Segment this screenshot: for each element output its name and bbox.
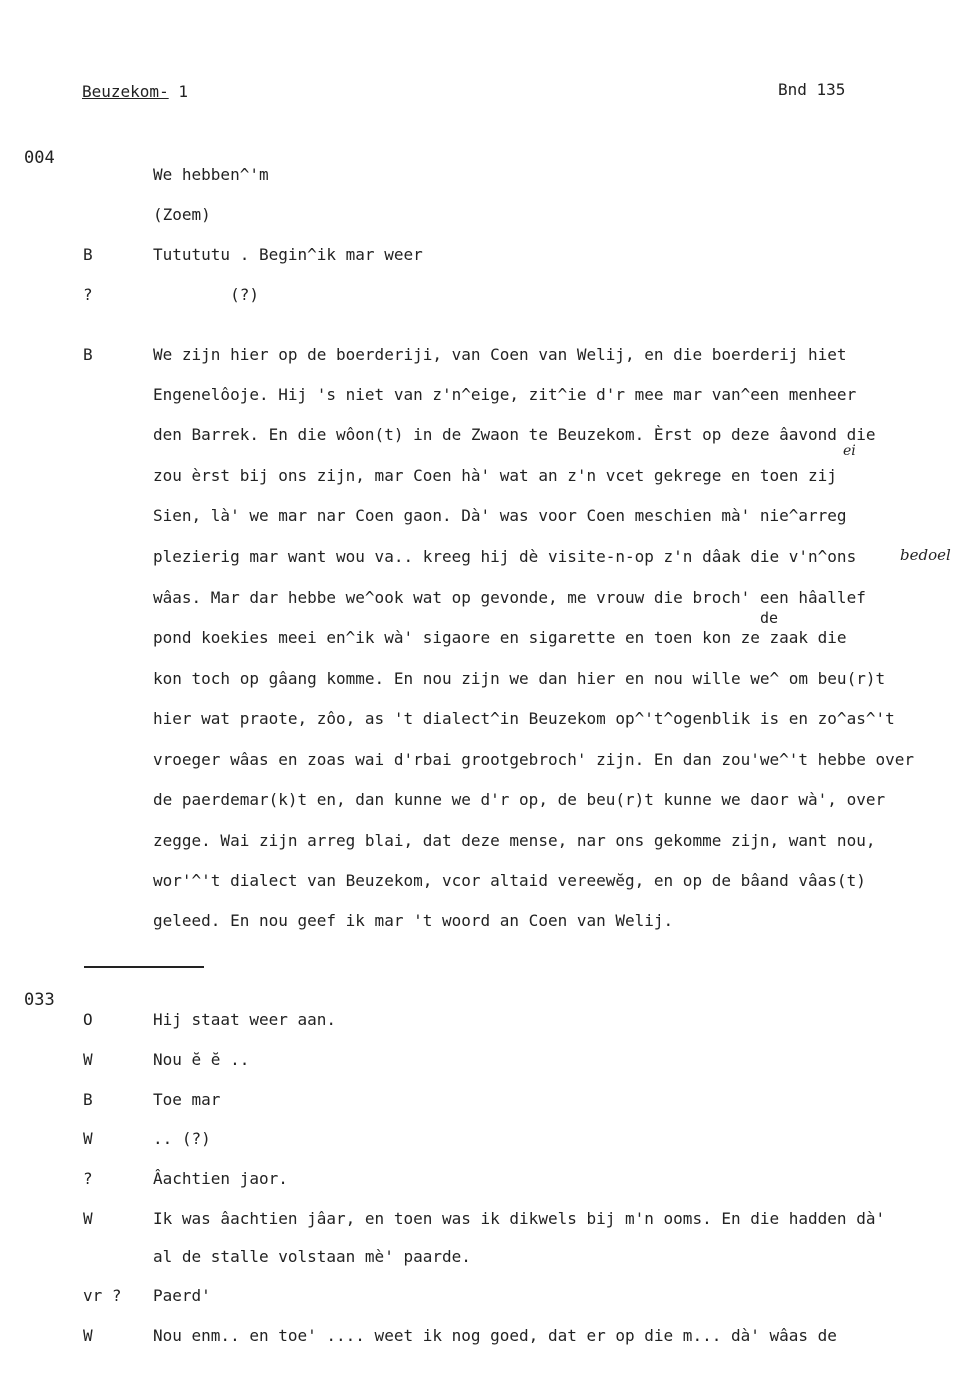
speaker-label: B [83,345,93,364]
transcript-line [0,709,960,733]
transcript-line [0,506,960,530]
header-title: Beuzekom- [82,82,169,101]
transcript-line [0,669,960,693]
section-marker-033: 033 [24,990,55,1010]
section-marker-004: 004 [24,148,55,168]
transcript-line [0,1209,960,1233]
transcript-line [0,1129,960,1153]
transcript-line [0,831,960,855]
section-divider [84,966,204,968]
transcript-line [0,285,960,309]
line-text: Paerd' [153,1286,211,1305]
speaker-label: O [83,1010,93,1029]
transcript-line [0,1247,960,1271]
transcript-line [0,466,960,490]
speaker-label: W [83,1129,93,1148]
line-text: (Zoem) [153,205,211,224]
header-band: Bnd 135 [778,80,846,99]
line-text: Âachtien jaor. [153,1169,288,1188]
transcript-line [0,425,960,449]
line-text: wâas. Mar dar hebbe we^ook wat op gevonde, me vrouw die broch' een hâallef [153,588,866,607]
transcript-line [0,1010,960,1034]
handwritten-correction: ei [843,443,856,459]
transcript-line [0,1090,960,1114]
line-text: zou èrst bij ons zijn, mar Coen hà' wat an z'n vcet gekrege en toen zij [153,466,837,485]
speaker-label: ? [83,1169,93,1188]
line-text: Ik was âachtien jâar, en toen was ik dikwels bij m'n ooms. En die hadden dà' [153,1209,886,1228]
line-text: pond koekies meei en^ik wà' sigaore en sigarette en toen kon ze zaak die [153,628,847,647]
handwritten-margin-note: bedoel [900,546,951,564]
superscript-correction: de [760,609,779,627]
transcript-line [0,245,960,269]
line-text: We hebben^'m [153,165,269,184]
transcript-line [0,345,960,369]
line-text: zegge. Wai zijn arreg blai, dat deze mense, nar ons gekomme zijn, want nou, [153,831,876,850]
line-text: (?) [153,285,259,304]
line-text: den Barrek. En die wôon(t) in de Zwaon te Beuzekom. Èrst op deze âavond die [153,425,876,444]
speaker-label: W [83,1326,93,1345]
page-header-left [82,82,188,101]
transcript-line [0,588,960,612]
line-text: Nou ĕ ĕ .. [153,1050,250,1069]
transcript-line [0,165,960,189]
transcript-line [0,911,960,935]
transcript-line [0,1286,960,1310]
speaker-label: vr ? [83,1286,122,1305]
transcript-line [0,871,960,895]
speaker-label: W [83,1050,93,1069]
speaker-label: ? [83,285,93,304]
line-text: Toe mar [153,1090,221,1109]
line-text: Sien, là' we mar nar Coen gaon. Dà' was voor Coen meschien mà' nie^arreg [153,506,847,525]
transcript-line [0,790,960,814]
transcript-line [0,750,960,774]
line-text: geleed. En nou geef ik mar 't woord an Coen van Welij. [153,911,674,930]
transcript-line [0,547,960,571]
transcript-line [0,385,960,409]
transcript-line [0,1326,960,1350]
line-text: hier wat praote, zôo, as 't dialect^in Beuzekom op^'t^ogenblik is en zo^as^'t [153,709,895,728]
header-page-number: 1 [178,82,188,101]
line-text: Tutututu . Begin^ik mar weer [153,245,423,264]
line-text: Nou enm.. en toe' .... weet ik nog goed, dat er op die m... dà' wâas de [153,1326,837,1345]
transcript-line [0,628,960,652]
line-text: Hij staat weer aan. [153,1010,337,1029]
line-text: plezierig mar want wou va.. kreeg hij dè visite-n-op z'n dâak die v'n^ons [153,547,857,566]
line-text: kon toch op gâang komme. En nou zijn we dan hier en nou wille we^ om beu(r)t [153,669,886,688]
line-text: Engenelôoje. Hij 's niet van z'n^eige, zit^ie d'r mee mar van^een menheer [153,385,857,404]
transcript-line [0,1050,960,1074]
line-text: vroeger wâas en zoas wai d'rbai grootgebroch' zijn. En dan zou'we^'t hebbe over [153,750,914,769]
line-text: al de stalle volstaan mè' paarde. [153,1247,471,1266]
transcript-line [0,205,960,229]
line-text: wor'^'t dialect van Beuzekom, vcor altaid vereewĕg, en op de bâand vâas(t) [153,871,866,890]
speaker-label: B [83,1090,93,1109]
transcript-line [0,1169,960,1193]
speaker-label: B [83,245,93,264]
line-text: .. (?) [153,1129,211,1148]
line-text: We zijn hier op de boerderiji, van Coen van Welij, en die boerderij hiet [153,345,847,364]
speaker-label: W [83,1209,93,1228]
line-text: de paerdemar(k)t en, dan kunne we d'r op, de beu(r)t kunne we daor wà', over [153,790,886,809]
